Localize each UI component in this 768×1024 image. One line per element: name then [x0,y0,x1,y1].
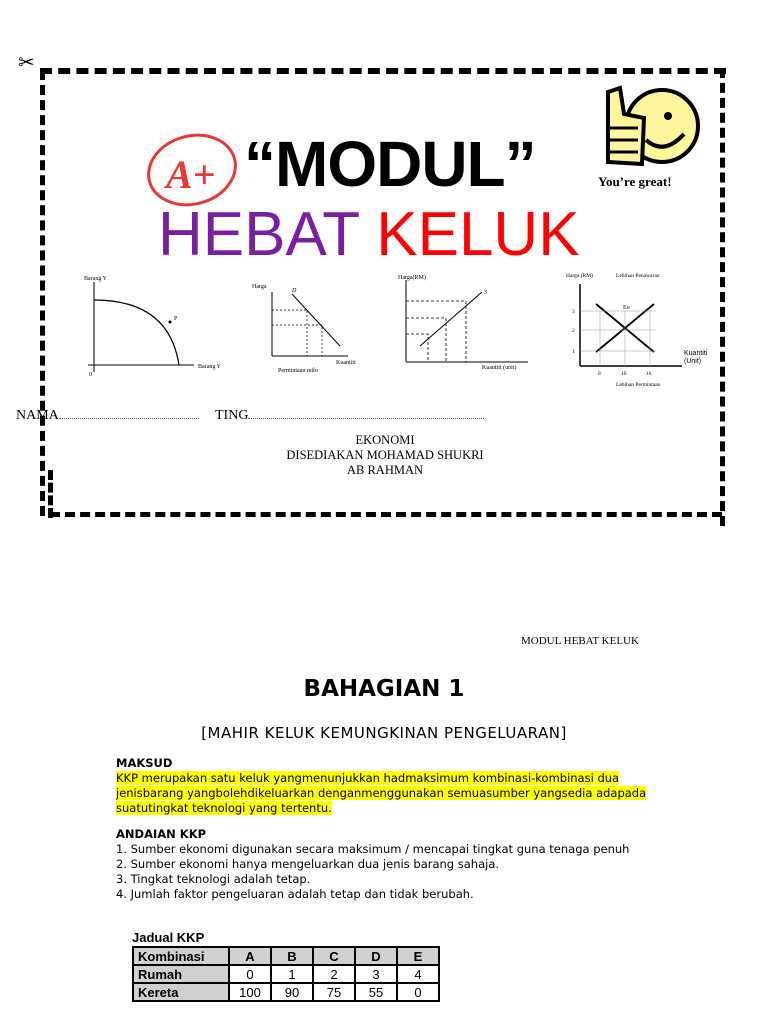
table-header-cell: C [313,947,355,965]
cut-border-left [40,70,45,516]
table-cell: 3 [355,965,397,983]
running-header: MODUL HEBAT KELUK [521,635,639,647]
thumbs-up-smiley-icon [598,82,702,174]
svg-text:0: 0 [89,372,92,378]
name-blank [59,418,199,419]
table-row [133,983,439,1001]
table-cell: 55 [355,983,397,1001]
subject: EKONOMI [355,433,415,447]
maksud-section [116,756,666,816]
scissors-icon: ✂ [18,52,35,74]
andaian-section [116,827,676,902]
name-label: NAMA [16,408,59,423]
table-cell: 4 [397,965,439,983]
svg-text:Eo: Eo [623,305,630,311]
table-cell: 1 [271,965,313,983]
maksud-text: KKP merupakan satu keluk yangmenunjukkan hadmaksimum kombinasi-kombinasi dua jenisbarang yangbolehdikeluarkan denganmenggunakan semuasumber yangsedia adapada suatutingkat teknologi yang tertentu. [116,771,647,815]
table-header-row [133,947,439,965]
graph-equilibrium [566,270,686,392]
svg-text:1: 1 [572,349,575,355]
andaian-item: 1. Sumber ekonomi digunakan secara maksimum / mencapai tingkat guna tenaga penuh [116,842,630,856]
graph-supply [398,272,538,372]
table-header-cell: Kombinasi [133,947,229,965]
svg-text:P: P [174,316,178,322]
svg-text:16: 16 [646,371,652,377]
svg-text:10: 10 [621,371,627,377]
svg-text:D: D [292,288,297,294]
class-blank [248,418,484,419]
class-label: TING [215,408,249,423]
graph-equilibrium-x-label: Kuantiti (Unit) [684,350,708,365]
svg-text:Harga(RM): Harga(RM) [398,275,426,281]
graph-ppc [64,272,254,382]
andaian-item: 4. Jumlah faktor pengeluaran adalah tetap dan tidak berubah. [116,887,474,901]
andaian-item: 3. Tingkat teknologi adalah tetap. [116,872,311,886]
cut-border-left-lower [48,470,53,518]
svg-text:Permintaan milo: Permintaan milo [278,368,318,374]
table-title: Jadual KKP [132,930,205,945]
table-cell: 100 [229,983,271,1001]
table-cell: 0 [397,983,439,1001]
svg-text:Harga (RM): Harga (RM) [566,273,593,279]
svg-text:Kuantiti: Kuantiti [336,360,356,366]
subtitle-keluk: KELUK [376,200,580,269]
table-cell: 75 [313,983,355,1001]
table-cell: 90 [271,983,313,1001]
section-subtitle: [MAHIR KELUK KEMUNGKINAN PENGELUARAN] [201,724,567,742]
svg-text:Barang Y: Barang Y [198,364,221,370]
table-cell: 2 [313,965,355,983]
table-cell: Kereta [133,983,229,1001]
svg-text:Lebihan Permintaan: Lebihan Permintaan [616,382,661,388]
table-header-cell: A [229,947,271,965]
credits [250,433,520,478]
table-cell: Rumah [133,965,229,983]
section-title: BAHAGIAN 1 [303,676,465,702]
table-cell: 0 [229,965,271,983]
class-field[interactable] [215,408,484,424]
svg-text:Barang Y: Barang Y [84,276,107,282]
cut-border-top [40,68,726,74]
graph-demand [248,280,368,375]
grade-badge-icon [144,130,244,210]
author-surname: AB RAHMAN [346,463,424,477]
andaian-item: 2. Sumber ekonomi hanya mengeluarkan dua jenis barang sahaja. [116,857,500,871]
svg-text:Harga: Harga [252,284,267,290]
svg-text:2: 2 [572,328,575,334]
svg-text:3: 3 [572,309,575,315]
sticker-text: You’re great! [598,174,672,189]
cut-border-bottom [50,512,722,517]
cover-subtitle [158,200,580,269]
svg-text:Kuantiti (unit): Kuantiti (unit) [482,365,517,371]
table-header-cell: D [355,947,397,965]
table-row [133,965,439,983]
cover-title: “MODUL” [244,128,536,200]
table-header-cell: B [271,947,313,965]
svg-text:Lebihan Penawaran: Lebihan Penawaran [616,273,660,279]
name-field[interactable] [16,408,199,424]
table-header-cell: E [397,947,439,965]
svg-text:8: 8 [598,371,601,377]
svg-text:A+: A+ [166,152,216,197]
kkp-table [132,946,440,1002]
maksud-heading: MAKSUD [116,756,173,770]
andaian-heading: ANDAIAN KKP [116,827,207,841]
svg-text:S: S [484,290,487,296]
prepared-by: DISEDIAKAN MOHAMAD SHUKRI [286,448,484,462]
cut-border-right [720,68,725,526]
subtitle-hebat: HEBAT [158,200,359,269]
